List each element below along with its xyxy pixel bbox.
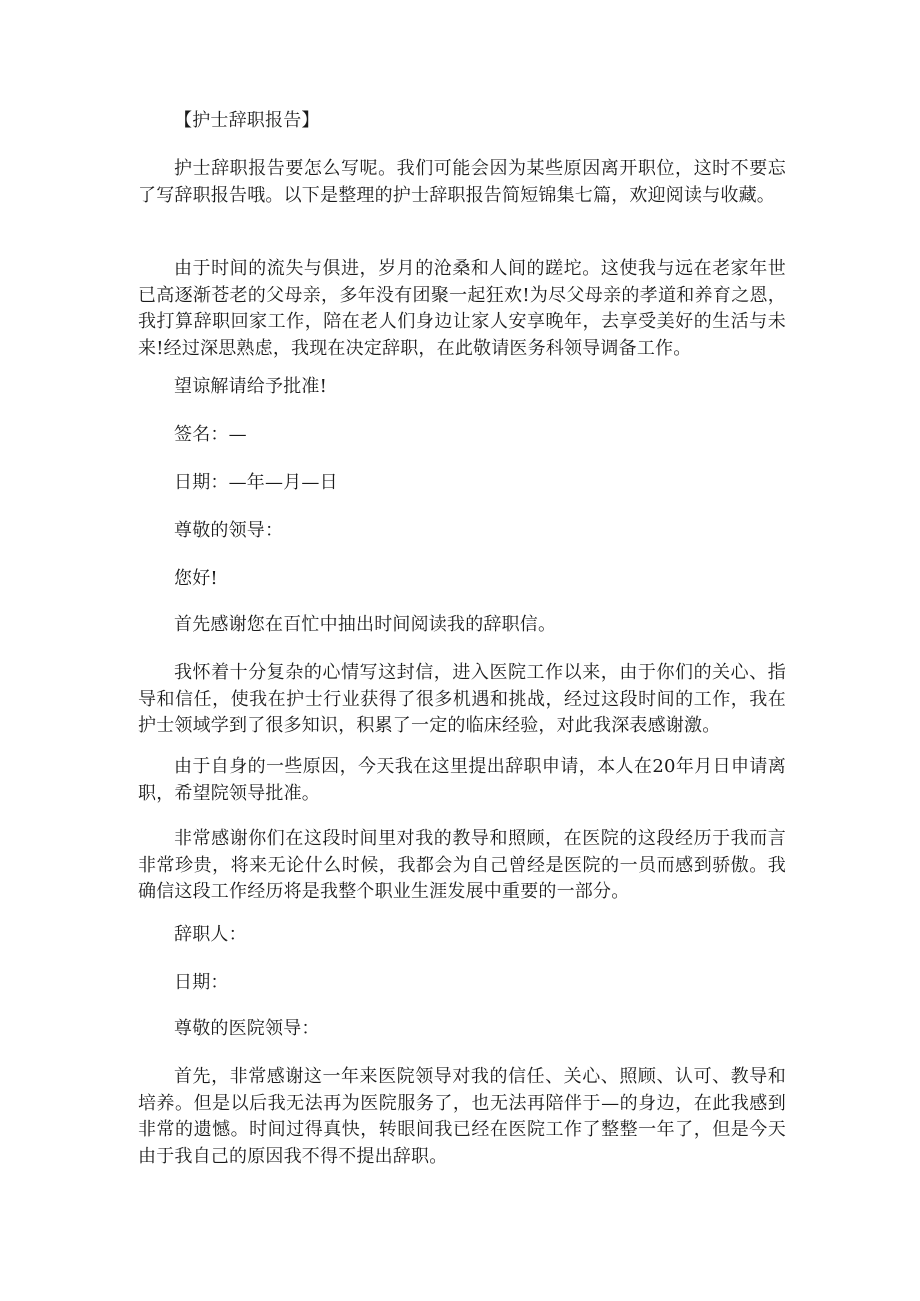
body-paragraph: 非常感谢你们在这段时间里对我的教导和照顾，在医院的这段经历于我而言非常珍贵，将来无论什么时候，我都会为自己曾经是医院的一员而感到骄傲。我确信这段工作经历将是我整个职业生涯发展中重要的一部分。 (138, 828, 786, 902)
salutation: 尊敬的医院领导： (174, 1018, 320, 1039)
document-title: 【护士辞职报告】 (174, 110, 320, 131)
body-paragraph: 由于自身的一些原因，今天我在这里提出辞职申请，本人在20年月日申请离职，希望院领导批准。 (138, 756, 786, 804)
date-line: 日期： (174, 972, 229, 993)
body-paragraph: 望谅解请给予批准! (174, 376, 328, 397)
intro-paragraph: 护士辞职报告要怎么写呢。我们可能会因为某些原因离开职位，这时不要忘了写辞职报告哦。以下是整理的护士辞职报告简短锦集七篇，欢迎阅读与收藏。 (138, 158, 786, 206)
greeting: 您好! (174, 568, 218, 589)
signature-line: 签名：— (174, 424, 247, 445)
body-paragraph: 首先，非常感谢这一年来医院领导对我的信任、关心、照顾、认可、教导和培养。但是以后我无法再为医院服务了，也无法再陪伴于—的身边，在此我感到非常的遗憾。时间过得真快，转眼间我已经在医院工作了整整一年了，但是今天由于我自己的原因我不得不提出辞职。 (138, 1066, 786, 1167)
date-line: 日期：—年—月—日 (174, 472, 338, 493)
body-paragraph: 由于时间的流失与俱进，岁月的沧桑和人间的蹉坨。这使我与远在老家年世已高逐渐苍老的父母亲，多年没有团聚一起狂欢!为尽父母亲的孝道和养育之恩，我打算辞职回家工作，陪在老人们身边让家人安享晚年，去享受美好的生活与未来!经过深思熟虑，我现在决定辞职，在此敬请医务科领导调备工作。 (138, 258, 786, 359)
salutation: 尊敬的领导： (174, 520, 284, 541)
body-paragraph: 我怀着十分复杂的心情写这封信，进入医院工作以来，由于你们的关心、指导和信任，使我在护士行业获得了很多机遇和挑战，经过这段时间的工作，我在护士领域学到了很多知识，积累了一定的临床经验，对此我深表感谢激。 (138, 662, 786, 736)
resignee-line: 辞职人： (174, 924, 247, 945)
body-paragraph: 首先感谢您在百忙中抽出时间阅读我的辞职信。 (174, 614, 557, 635)
